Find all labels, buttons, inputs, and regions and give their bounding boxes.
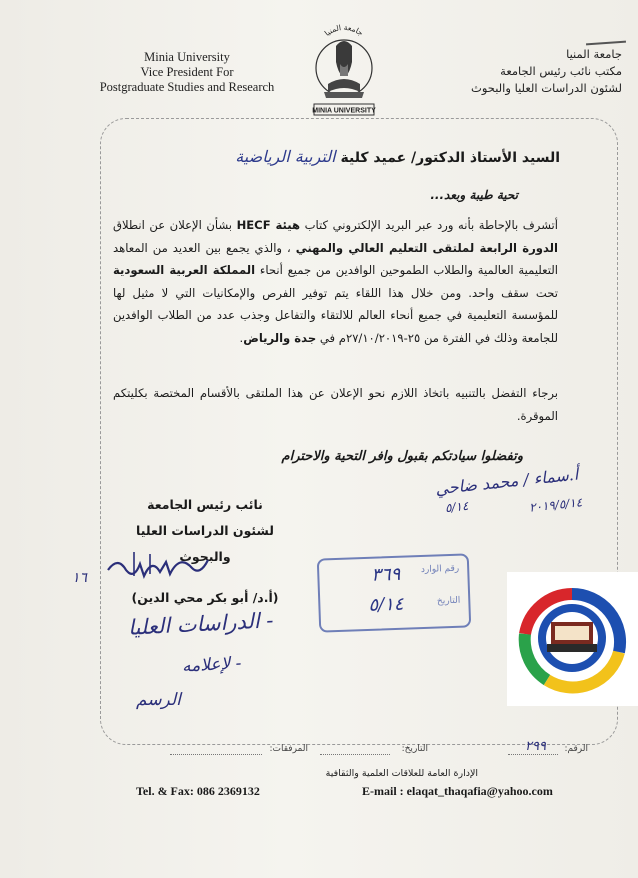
handwritten-initials: الرسم (136, 690, 181, 710)
staple-mark (586, 41, 626, 46)
body-seg: بشأن الإعلان عن انطلاق (113, 218, 237, 232)
stamp-date-label: التاريخ (436, 595, 461, 607)
header-ar-line-3: لشئون الدراسات العليا والبحوث (471, 81, 622, 95)
recipient-prefix: السيد الأستاذ الدكتور/ عميد كلية (340, 150, 560, 166)
handwritten-note-name: أ.سماء / محمد ضاحي (433, 464, 579, 499)
body-seg-bold: المملكة العربية السعودية (113, 263, 256, 277)
header-ar-line-2: مكتب نائب رئيس الجامعة (500, 64, 622, 78)
handwritten-note-date: ٢٠١٩/٥/١٤ (528, 495, 583, 515)
stamp-number-label: رقم الوارد (420, 563, 460, 576)
body-seg: . (239, 330, 244, 345)
letter-request: برجاء التفضل بالتنبيه باتخاذ اللازم نحو الإعلان عن هذا الملتقى بالأقسام المختصة بكليتكم الموقرة. (113, 386, 558, 423)
handwritten-dept-note-2: - لإعلامه (181, 653, 242, 677)
ref-number-dots (508, 754, 558, 755)
header-english (92, 50, 282, 95)
university-logo-icon (306, 22, 382, 118)
portal-overlay-logo-icon (507, 572, 638, 706)
ref-attachments-label: المرفقات: (269, 744, 308, 754)
stamp-date: ٥/١٤ (368, 593, 404, 616)
signature-date-note: ١٦ (72, 570, 88, 586)
signature-title-line-1: نائب رئيس الجامعة (147, 497, 263, 512)
header-ar-line-1: جامعة المنيا (566, 47, 622, 61)
header-en-line-1: Minia University (144, 50, 230, 64)
letter-closing: وتفضلوا سيادتكم بقبول وافر التحية والاحترام (281, 449, 523, 464)
greeting: تحية طيبة وبعد... (430, 188, 518, 202)
header-arabic (392, 46, 622, 97)
stamp-number: ٣٦٩ (371, 563, 401, 586)
body-seg-bold: الدورة الرابعة لملتقى التعليم العالي والمهني (295, 240, 558, 255)
handwritten-signature-icon (104, 546, 214, 586)
ref-date-label: التاريخ: (401, 744, 428, 754)
letter-body (113, 214, 558, 349)
ref-number-value: ٢٩٩ (525, 739, 546, 754)
logo-caption: MINIA UNIVERSITY (312, 107, 376, 115)
footer-tel: Tel. & Fax: 086 2369132 (136, 784, 260, 798)
footer-email: E-mail : elaqat_thaqafia@yahoo.com (362, 784, 553, 798)
handwritten-dept-note: - الدراسات العليا (127, 608, 275, 640)
body-seg: تحت سقف واحد. ومن خلال هذا اللقاء يتم توفير الفرص والإمكانيات التي لا مثيل لها للمؤسسة التعليمية في جميع أنحاء العالم للالتقاء والتفاعل وجذب عدد من الطلاب الوافدين للجامعة وذلك في الفترة من ٢٥-٢٧/١٠/٢٠١٩م في (113, 285, 558, 345)
signature-title-line-2: لشئون الدراسات العليا والبحوث (136, 523, 274, 564)
header-en-line-3: Postgraduate Studies and Research (99, 80, 275, 94)
incoming-stamp (317, 553, 471, 632)
ref-number-label: الرقم: (564, 744, 588, 754)
header-en-line-2: Vice President For (140, 65, 234, 79)
ref-date-dots (320, 754, 390, 755)
logo-arc-text: جامعة المنيا (322, 22, 365, 38)
recipient-line (235, 147, 560, 166)
body-seg: أتشرف بالإحاطة بأنه ورد عبر البريد الإلكتروني كتاب (300, 218, 558, 232)
body-seg-bold: هيئة HECF (236, 218, 301, 232)
body-seg-bold: جدة والرياض (243, 330, 317, 345)
ref-attachments-dots (170, 754, 262, 755)
body-seg: ، والذي يجمع بين العديد من المعاهد التعليمية العالمية والطلاب الطموحين الوافدين من جميع أنحاء (113, 240, 558, 277)
footer-department: الإدارة العامة للعلاقات العلمية والثقافية (325, 768, 478, 779)
handwritten-note-short-date: ٥/١٤ (443, 498, 469, 516)
reference-line (168, 739, 588, 758)
signatory-name: (أ.د/ أبو بكر محي الدين) (131, 590, 279, 605)
recipient-handwritten: التربية الرياضية (235, 147, 336, 166)
